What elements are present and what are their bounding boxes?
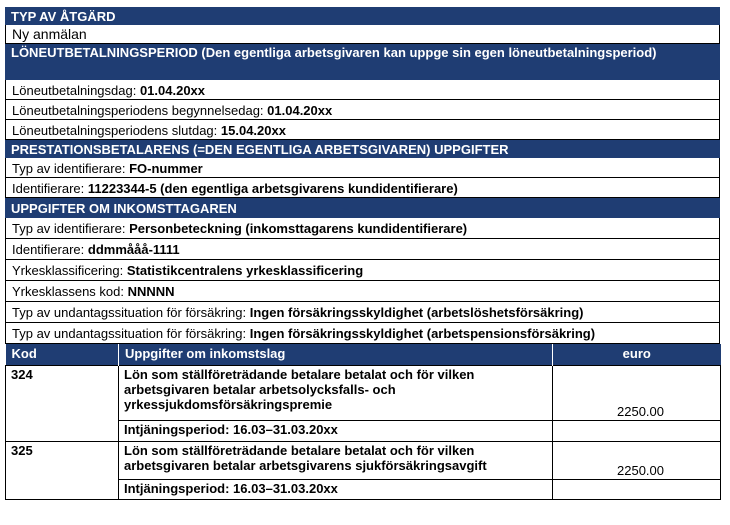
empty-cell — [553, 479, 721, 499]
field-label: Typ av undantagssituation för försäkring: — [12, 326, 250, 341]
field-value: 15.04.20xx — [220, 123, 286, 138]
income-amount: 2250.00 — [553, 365, 721, 420]
income-code: 324 — [6, 365, 119, 441]
earning-period: Intjäningsperiod: 16.03–31.03.20xx — [119, 479, 553, 499]
field-label: Identifierare: — [12, 181, 88, 196]
earning-period: Intjäningsperiod: 16.03–31.03.20xx — [119, 420, 553, 441]
field-insurance-exception-pension — [5, 323, 720, 344]
section-header-recipient: UPPGIFTER OM INKOMSTTAGAREN — [5, 198, 720, 218]
income-types-table — [5, 344, 721, 500]
field-recipient-id-type — [5, 218, 720, 239]
field-value: ddmmååå-1111 — [87, 242, 180, 257]
field-value: Ingen försäkringsskyldighet (arbetspensionsförsäkring) — [249, 326, 596, 341]
section-header-action-type: TYP AV ÅTGÄRD — [5, 7, 720, 25]
field-value: FO-nummer — [129, 161, 203, 176]
field-period-end — [5, 120, 720, 140]
table-row — [6, 365, 721, 420]
field-occupation-code — [5, 281, 720, 302]
field-value: Statistikcentralens yrkesklassificering — [126, 263, 364, 278]
table-header-row — [6, 344, 721, 365]
empty-cell — [553, 420, 721, 441]
income-code: 325 — [6, 441, 119, 499]
field-insurance-exception-unemployment — [5, 302, 720, 323]
field-value: 11223344-5 (den egentliga arbetsgivarens kundidentifierare) — [87, 181, 458, 196]
field-value: 01.04.20xx — [139, 83, 206, 98]
section-header-payer: PRESTATIONSBETALARENS (=DEN EGENTLIGA ARBETSGIVAREN) UPPGIFTER — [5, 140, 720, 158]
income-description: Lön som ställföreträdande betalare betalat och för vilken arbetsgivaren betalar arbetsgivarens sjukförsäkringsavgift — [119, 441, 553, 479]
field-label: Identifierare: — [12, 242, 88, 257]
column-header-amount: euro — [553, 344, 721, 365]
table-row — [6, 441, 721, 479]
field-value: 01.04.20xx — [267, 103, 333, 118]
field-label: Löneutbetalningsperiodens begynnelsedag: — [12, 103, 268, 118]
field-label: Typ av identifierare: — [12, 221, 130, 236]
field-label: Typ av undantagssituation för försäkring: — [12, 305, 250, 320]
field-label: Typ av identifierare: — [12, 161, 130, 176]
column-header-code: Kod — [6, 344, 119, 365]
income-register-form — [5, 7, 720, 500]
action-type-value: Ny anmälan — [5, 25, 720, 44]
field-value: Personbeteckning (inkomsttagarens kundidentifierare) — [129, 221, 468, 236]
field-recipient-id — [5, 239, 720, 260]
field-label: Yrkesklassificering: — [12, 263, 127, 278]
field-value: NNNNN — [127, 284, 175, 299]
field-payer-id — [5, 178, 720, 198]
field-label: Löneutbetalningsdag: — [12, 83, 140, 98]
field-label: Löneutbetalningsperiodens slutdag: — [12, 123, 221, 138]
field-payment-date — [5, 80, 720, 100]
field-occupation-classification — [5, 260, 720, 281]
section-header-payment-period: LÖNEUTBETALNINGSPERIOD (Den egentliga arbetsgivaren kan uppge sin egen löneutbetalningsperiod) — [5, 44, 720, 80]
field-period-start — [5, 100, 720, 120]
column-header-income-type: Uppgifter om inkomstslag — [119, 344, 553, 365]
field-payer-id-type — [5, 158, 720, 178]
income-description: Lön som ställföreträdande betalare betalat och för vilken arbetsgivaren betalar arbetsolycksfalls- och yrkessjukdomsförsäkringspremie — [119, 365, 553, 420]
field-value: Ingen försäkringsskyldighet (arbetslöshetsförsäkring) — [249, 305, 584, 320]
field-label: Yrkesklassens kod: — [12, 284, 128, 299]
income-amount: 2250.00 — [553, 441, 721, 479]
